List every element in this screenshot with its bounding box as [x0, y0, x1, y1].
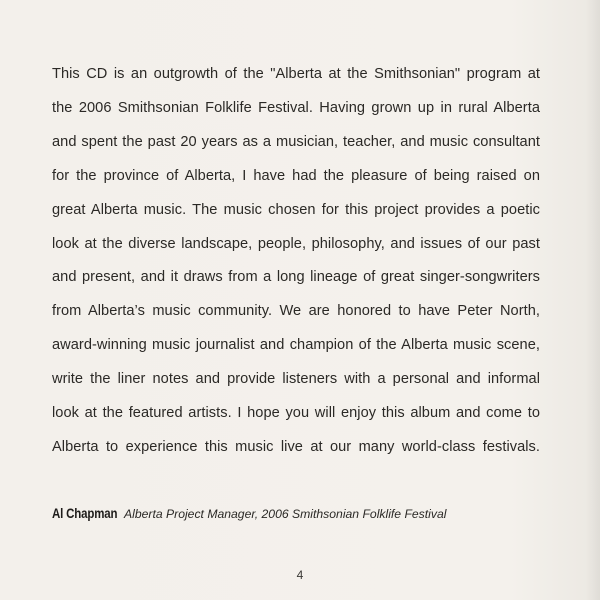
letter-line: great Alberta music. The music chosen for this project provides a poetic	[52, 201, 540, 218]
letter-line: look at the diverse landscape, people, philosophy, and issues of our past	[52, 235, 540, 252]
signature-name: Al Chapman	[52, 505, 118, 521]
letter-line: for the province of Alberta, I have had the pleasure of being raised on	[52, 167, 540, 184]
page-number: 4	[296, 568, 304, 582]
letter-line: and spent the past 20 years as a musician, teacher, and music consultant	[52, 133, 540, 150]
letter-line: and present, and it draws from a long lineage of great singer-songwriters	[52, 269, 540, 286]
letter-line: Alberta to experience this music live at our many world-class festivals.	[52, 438, 540, 455]
signature-title: Alberta Project Manager, 2006 Smithsonian Folklife Festival	[124, 507, 447, 521]
page-edge-shadow	[586, 0, 600, 600]
letter-line: This CD is an outgrowth of the "Alberta at the Smithsonian" program at	[52, 66, 540, 82]
signature-block	[52, 505, 446, 523]
letter-line: award-winning music journalist and champion of the Alberta music scene,	[52, 337, 540, 354]
letter-line: from Alberta’s music community. We are honored to have Peter North,	[52, 303, 540, 320]
letter-line: write the liner notes and provide listeners with a personal and informal	[52, 371, 540, 388]
letter-body	[52, 58, 540, 465]
letter-line: look at the featured artists. I hope you will enjoy this album and come to	[52, 405, 540, 422]
letter-line: the 2006 Smithsonian Folklife Festival. Having grown up in rural Alberta	[52, 99, 540, 116]
